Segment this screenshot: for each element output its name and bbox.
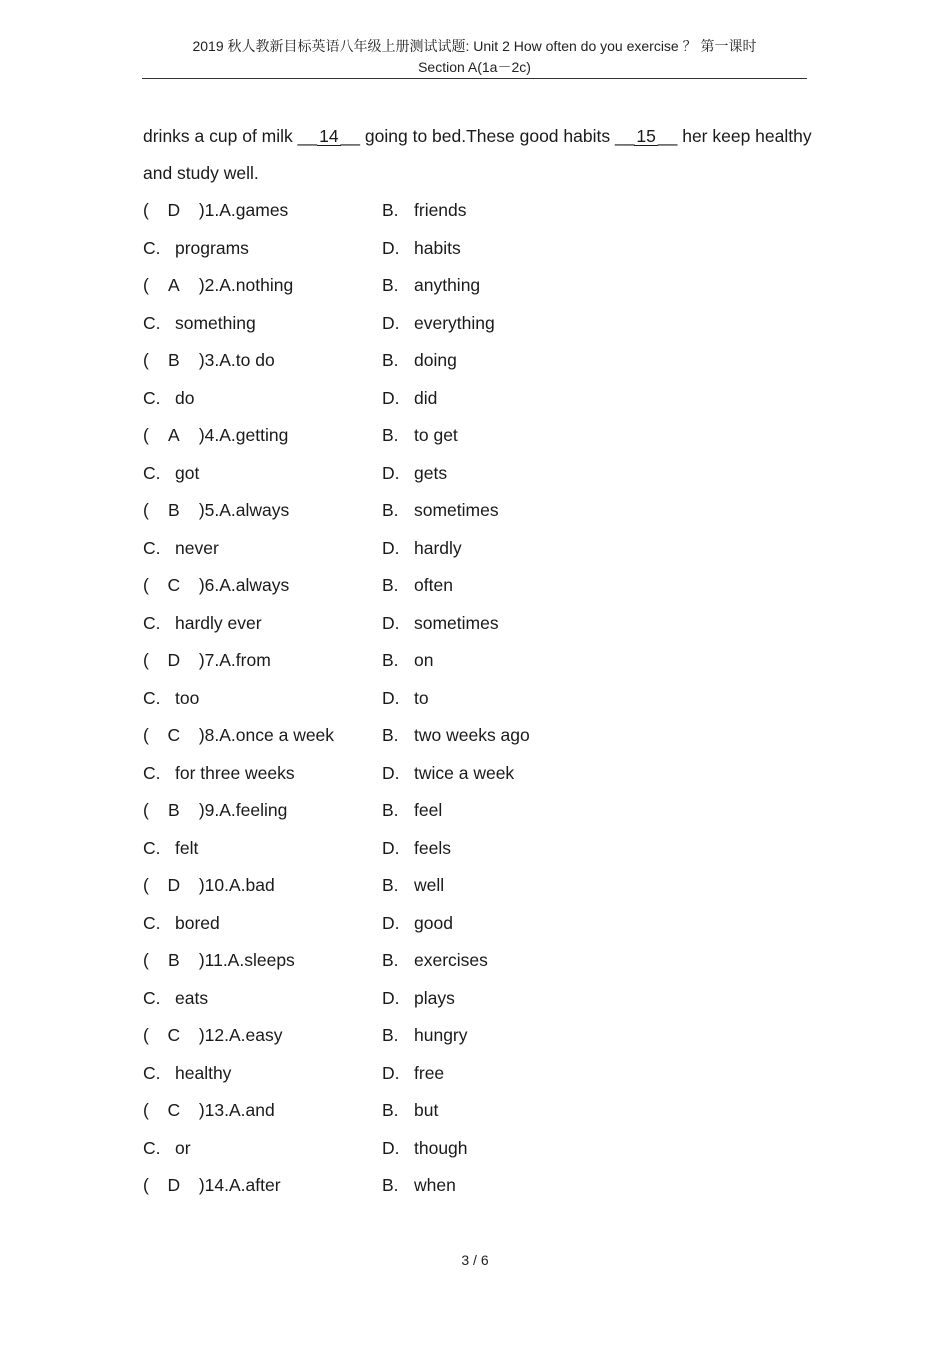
option-b-label: B. [382,800,399,820]
question-stem [143,417,288,455]
option-c: got [175,462,200,483]
option-b: sometimes [414,500,499,520]
option-c-label: C. [143,462,161,483]
option-c-cell [143,455,199,493]
question-stem [143,1017,282,1055]
option-c: too [175,687,200,708]
option-row [143,605,823,643]
option-b-label: B. [382,1025,399,1045]
answer-letter: B [167,350,180,370]
option-d-label: D. [382,1062,400,1083]
option-b-cell [382,417,458,455]
option-a: )1.A.games [198,200,289,220]
option-a: )2.A.nothing [198,275,294,295]
question-row [143,267,823,305]
option-c: bored [175,912,220,933]
option-a: )5.A.always [198,500,290,520]
option-d-cell [382,755,514,793]
option-row [143,455,823,493]
option-c: eats [175,987,209,1008]
question-row [143,642,823,680]
option-row [143,230,823,268]
option-c: programs [175,237,249,258]
option-b: to get [414,425,458,445]
open-paren: ( [143,875,149,895]
option-a: )4.A.getting [198,425,289,445]
option-d: to [414,687,429,708]
option-c-cell [143,680,199,718]
option-c-cell [143,230,249,268]
open-paren: ( [143,1100,149,1120]
answer-letter: D [167,200,181,220]
option-d-cell [382,1055,444,1093]
answer-letter: A [167,275,180,295]
answer-letter: A [167,425,180,445]
question-row [143,792,823,830]
option-c-cell [143,605,262,643]
option-d: though [414,1137,468,1158]
option-b: exercises [414,950,488,970]
open-paren: ( [143,350,149,370]
option-a: )6.A.always [198,575,290,595]
question-row [143,1092,823,1130]
option-c-cell [143,1130,191,1168]
option-b-cell [382,942,488,980]
question-list [143,192,823,1205]
option-c-cell [143,1055,231,1093]
option-b-label: B. [382,950,399,970]
answer-letter: B [167,950,180,970]
option-b-label: B. [382,575,399,595]
option-d: hardly [414,537,462,558]
open-paren: ( [143,425,149,445]
option-d: sometimes [414,612,499,633]
option-c-label: C. [143,1062,161,1083]
option-d-label: D. [382,837,400,858]
option-b: hungry [414,1025,468,1045]
option-d-cell [382,680,429,718]
question-stem [143,867,275,905]
option-d: twice a week [414,762,515,783]
option-a: )13.A.and [198,1100,275,1120]
option-b: on [414,650,434,670]
option-b-label: B. [382,1100,399,1120]
option-row [143,755,823,793]
option-d-cell [382,230,461,268]
question-row [143,342,823,380]
option-b-cell [382,792,442,830]
option-c-label: C. [143,237,161,258]
option-a: )3.A.to do [198,350,275,370]
option-c-cell [143,905,220,943]
option-b-cell [382,567,453,605]
open-paren: ( [143,1175,149,1195]
option-c-label: C. [143,312,161,333]
option-d: good [414,912,453,933]
open-paren: ( [143,200,149,220]
answer-letter: C [167,725,181,745]
option-b-cell [382,492,499,530]
option-c-label: C. [143,1137,161,1158]
open-paren: ( [143,575,149,595]
option-d-label: D. [382,987,400,1008]
option-d-label: D. [382,1137,400,1158]
answer-letter: C [167,1025,181,1045]
option-a: )7.A.from [198,650,271,670]
option-c-cell [143,380,194,418]
open-paren: ( [143,725,149,745]
option-b-cell [382,867,444,905]
option-c-label: C. [143,537,161,558]
option-d-label: D. [382,537,400,558]
question-stem [143,717,334,755]
question-stem [143,1092,275,1130]
answer-letter: D [167,650,181,670]
option-b-cell [382,192,467,230]
option-d-cell [382,830,451,868]
answer-letter: D [167,875,181,895]
option-b: doing [414,350,457,370]
question-stem [143,192,288,230]
option-d: did [414,387,438,408]
option-b-cell [382,717,530,755]
option-b-cell [382,342,457,380]
option-d-cell [382,305,495,343]
answer-letter: C [167,1100,181,1120]
question-stem [143,1167,281,1205]
question-stem [143,942,295,980]
passage-text [143,118,833,192]
option-d: gets [414,462,448,483]
option-b-label: B. [382,725,399,745]
question-stem [143,492,289,530]
option-b: well [414,875,445,895]
option-c-label: C. [143,387,161,408]
question-stem [143,792,287,830]
option-c-label: C. [143,612,161,633]
option-row [143,680,823,718]
option-row [143,1130,823,1168]
question-stem [143,267,293,305]
option-row [143,905,823,943]
option-b: friends [414,200,467,220]
question-row [143,192,823,230]
question-row [143,1167,823,1205]
passage-line-1: drinks a cup of milk __ 14 __ going to bed.These good habits __ 15 __ her keep healthy [143,126,812,146]
option-b-label: B. [382,350,399,370]
option-b-label: B. [382,275,399,295]
option-d: feels [414,837,451,858]
question-row [143,417,823,455]
option-row [143,530,823,568]
option-d-label: D. [382,762,400,783]
option-b-cell [382,642,433,680]
option-c: hardly ever [175,612,262,633]
option-d-cell [382,1130,468,1168]
header-title: 2019 秋人教新目标英语八年级上册测试试题: Unit 2 How often do you exercise ？ 第一课时 [192,38,757,54]
option-b: when [414,1175,456,1195]
question-row [143,942,823,980]
answer-letter: D [167,1175,181,1195]
option-d-label: D. [382,462,400,483]
option-c: never [175,537,219,558]
question-row [143,867,823,905]
option-row [143,305,823,343]
option-a: )10.A.bad [198,875,275,895]
option-d: plays [414,987,455,1008]
option-c-label: C. [143,762,161,783]
option-c: for three weeks [175,762,295,783]
option-b-label: B. [382,500,399,520]
option-c: healthy [175,1062,232,1083]
option-row [143,830,823,868]
option-b-cell [382,1167,456,1205]
question-stem [143,567,289,605]
option-d-label: D. [382,237,400,258]
option-c-cell [143,830,198,868]
option-a: )11.A.sleeps [198,950,295,970]
open-paren: ( [143,500,149,520]
option-row [143,980,823,1018]
blank-15: 15 [636,126,656,146]
page-header [142,36,807,78]
option-b-cell [382,1017,468,1055]
open-paren: ( [143,650,149,670]
option-a: )14.A.after [198,1175,281,1195]
option-d-cell [382,905,453,943]
option-d-cell [382,605,499,643]
open-paren: ( [143,275,149,295]
option-b: two weeks ago [414,725,530,745]
option-c: felt [175,837,199,858]
option-row [143,1055,823,1093]
option-d: habits [414,237,461,258]
option-c-cell [143,980,208,1018]
option-b-label: B. [382,1175,399,1195]
option-d-cell [382,980,455,1018]
option-c-cell [143,530,219,568]
option-b-cell [382,1092,438,1130]
option-b: often [414,575,453,595]
option-d-label: D. [382,687,400,708]
open-paren: ( [143,1025,149,1045]
question-row [143,567,823,605]
passage-line-2: and study well. [143,163,259,183]
answer-letter: C [167,575,181,595]
header-subtitle: Section A(1a－2c) [418,59,531,75]
option-d-label: D. [382,312,400,333]
question-row [143,717,823,755]
option-c-cell [143,755,295,793]
header-divider [142,78,807,79]
option-d-cell [382,380,437,418]
option-d-label: D. [382,912,400,933]
option-d-cell [382,530,462,568]
option-c-label: C. [143,987,161,1008]
option-b: but [414,1100,439,1120]
option-b-label: B. [382,875,399,895]
answer-letter: B [167,500,180,520]
option-c-cell [143,305,256,343]
answer-letter: B [167,800,180,820]
option-c: something [175,312,256,333]
option-a: )12.A.easy [198,1025,283,1045]
option-b-label: B. [382,425,399,445]
option-c-label: C. [143,837,161,858]
option-c: or [175,1137,191,1158]
option-c-label: C. [143,912,161,933]
option-d-cell [382,455,447,493]
option-a: )8.A.once a week [198,725,335,745]
option-row [143,380,823,418]
option-d-label: D. [382,387,400,408]
page-number: 3 / 6 [461,1252,489,1268]
option-b: anything [414,275,481,295]
question-row [143,1017,823,1055]
option-b-label: B. [382,200,399,220]
blank-14: 14 [319,126,339,146]
option-d: everything [414,312,495,333]
option-b: feel [414,800,443,820]
question-stem [143,642,271,680]
question-row [143,492,823,530]
option-d-label: D. [382,612,400,633]
option-d: free [414,1062,445,1083]
option-b-cell [382,267,480,305]
option-b-label: B. [382,650,399,670]
option-c: do [175,387,195,408]
option-c-label: C. [143,687,161,708]
question-stem [143,342,275,380]
open-paren: ( [143,800,149,820]
option-a: )9.A.feeling [198,800,288,820]
open-paren: ( [143,950,149,970]
